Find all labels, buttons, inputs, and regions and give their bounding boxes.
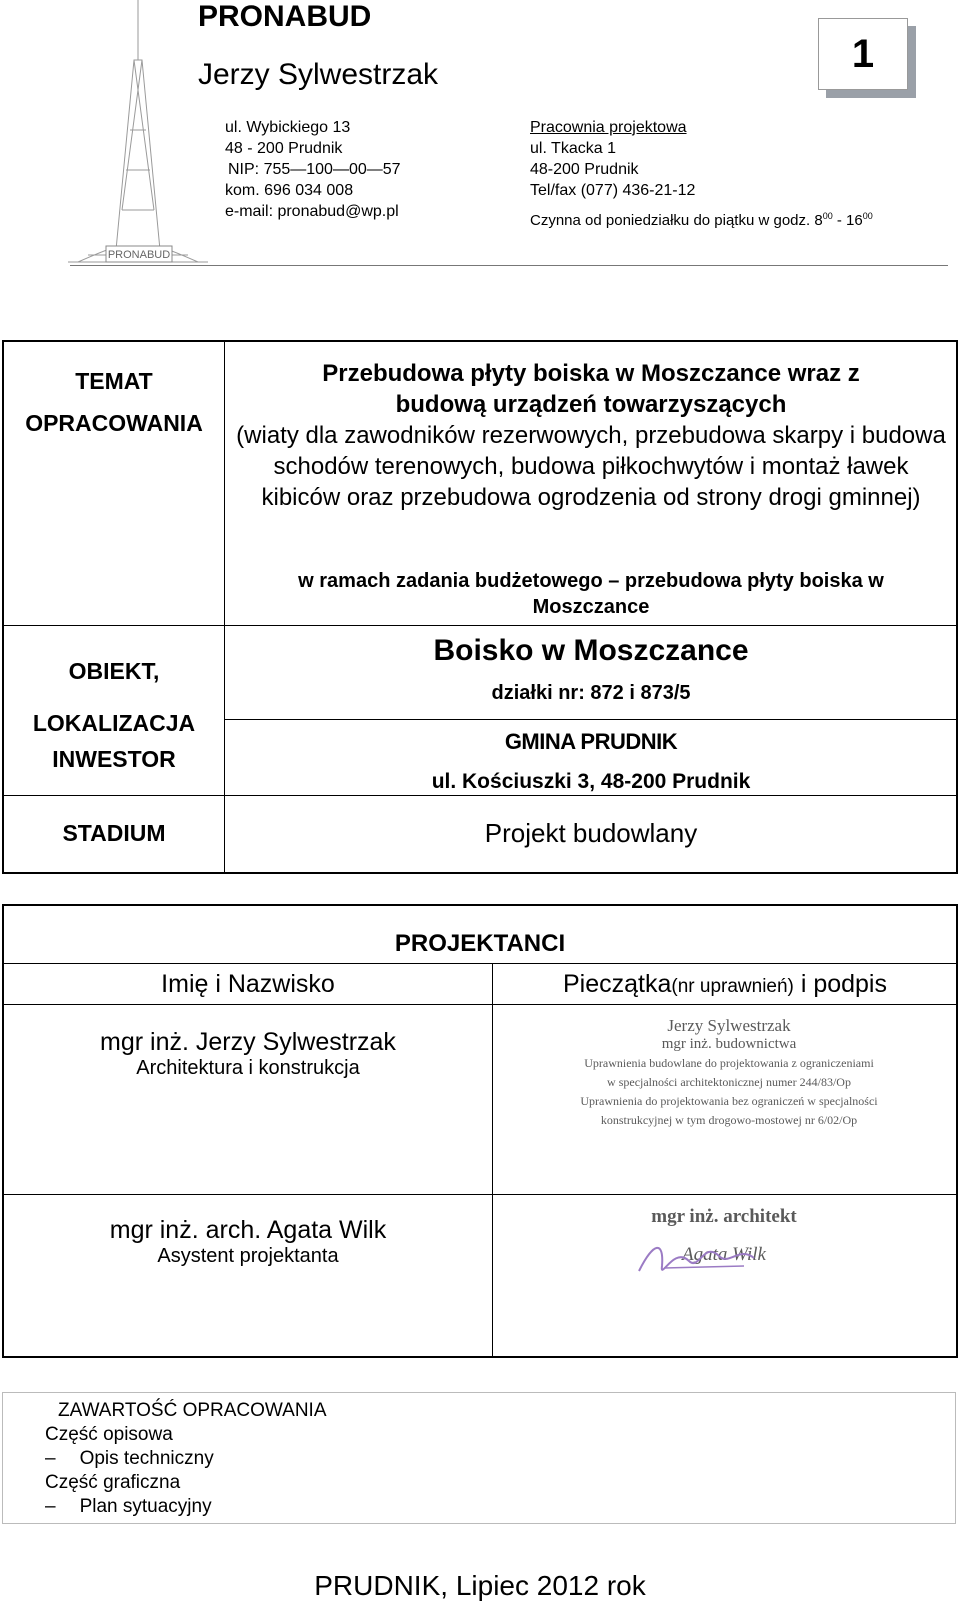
studio-hours (530, 211, 873, 229)
topic-title: Przebudowa płyty boiska w Moszczance wraz z budową urządzeń towarzyszących (322, 360, 860, 418)
investor-address: ul. Kościuszki 3, 48-200 Prudnik (431, 770, 751, 793)
address-city: 48 - 200 Prudnik (225, 140, 343, 157)
label-object-line2: LOKALIZACJA (32, 710, 196, 736)
contents-title: ZAWARTOŚĆ OPRACOWANIA (58, 1400, 327, 1421)
logo-text: PRONABUD (107, 249, 171, 261)
label-object-line1: OBIEKT, (68, 658, 160, 684)
designer-role: Architektura i konstrukcja (136, 1057, 360, 1079)
column-divider (492, 963, 493, 1356)
footer-date: PRUDNIK, Lipiec 2012 rok (314, 1570, 646, 1601)
stamp-line: w specjalności architektonicznej numer 244/83/Op (607, 1075, 851, 1089)
item-label: Plan sytuacyjny (79, 1496, 212, 1517)
investor-name: GMINA PRUDNIK (504, 729, 678, 754)
designer-name: mgr inż. Jerzy Sylwestrzak (100, 1028, 396, 1056)
contents-part-graphic: Część graficzna (45, 1472, 181, 1493)
row-divider (4, 963, 956, 964)
stamp-line: Uprawnienia do projektowania bez ograniczeń w specjalności (580, 1094, 878, 1108)
designer-name: mgr inż. arch. Agata Wilk (109, 1216, 387, 1244)
hours-text: Czynna od poniedziałku do piątku w godz. 8 (530, 212, 823, 229)
dash: – (45, 1496, 56, 1517)
page-number: 1 (818, 18, 908, 90)
studio-phone: Tel/fax (077) 436-21-12 (530, 182, 696, 199)
label-investor: INWESTOR (52, 746, 176, 772)
contents-item (45, 1495, 212, 1519)
label-topic (4, 360, 224, 444)
row-divider (224, 719, 956, 720)
column-header-name: Imię i Nazwisko (161, 970, 335, 998)
stamp-header-c: i podpis (793, 970, 887, 998)
label-topic-line2: OPRACOWANIA (25, 410, 203, 436)
designers-table (2, 904, 958, 1358)
studio-title: Pracownia projektowa (530, 119, 687, 136)
dash: – (45, 1448, 56, 1469)
contents-part-descriptive: Część opisowa (45, 1424, 173, 1445)
stamp-line: mgr inż. budownictwa (661, 1036, 797, 1052)
studio-info (530, 117, 695, 201)
hours-mid: - 16 (832, 212, 863, 229)
company-name: PRONABUD (198, 0, 372, 33)
designer-stamp (559, 1016, 899, 1130)
stamp-line: mgr inż. architekt (651, 1206, 797, 1227)
object-name: Boisko w Moszczance (433, 634, 749, 667)
stamp-header-a: Pieczątka (562, 970, 672, 998)
signature-icon (634, 1236, 774, 1286)
address-nip: NIP: 755—100—00—57 (228, 161, 401, 178)
studio-city: 48-200 Prudnik (530, 161, 639, 178)
row-divider (4, 625, 224, 626)
contents-box (2, 1392, 956, 1524)
stamp-line: Uprawnienia budowlane do projektowania z ograniczeniami (584, 1056, 874, 1070)
label-topic-line1: TEMAT (75, 368, 153, 394)
designer-1 (4, 1028, 492, 1080)
hours-sup-end: 00 (862, 211, 873, 221)
header-divider (70, 265, 948, 266)
contents-item (45, 1447, 214, 1471)
plot-numbers: działki nr: 872 i 873/5 (491, 682, 691, 704)
topic-cell (226, 358, 956, 513)
stamp-header-b: (nr uprawnień) (671, 976, 794, 997)
company-address (225, 117, 401, 222)
row-divider (4, 1194, 956, 1195)
owner-name: Jerzy Sylwestrzak (198, 58, 439, 91)
label-stage: STADIUM (62, 820, 166, 846)
task-text: w ramach zadania budżetowego – przebudowa płyty boiska w Moszczance (298, 570, 884, 618)
address-email: e-mail: pronabud@wp.pl (225, 203, 399, 220)
designer-role: Asystent projektanta (157, 1245, 339, 1267)
topic-description: (wiaty dla zawodników rezerwowych, przebudowa skarpy i budowa schodów terenowych, budowa piłkochwytów i montaż ławek kibiców oraz przebudowa ogrodzenia od strony drogi gminnej) (236, 422, 946, 511)
studio-street: ul. Tkacka 1 (530, 140, 616, 157)
address-street: ul. Wybickiego 13 (225, 119, 351, 136)
stamp-line: konstrukcyjnej w tym drogowo-mostowej nr 6/02/Op (600, 1113, 858, 1127)
row-divider (4, 1004, 956, 1005)
designer-2 (4, 1216, 492, 1268)
designers-title: PROJEKTANCI (394, 930, 566, 957)
stage-value: Projekt budowlany (484, 818, 698, 848)
row-divider (4, 795, 956, 796)
label-object (4, 645, 224, 749)
stamp-line: Agata Wilk (682, 1244, 766, 1265)
row-divider (224, 625, 956, 626)
tower-logo (68, 0, 208, 268)
project-table (2, 340, 958, 874)
table-column-divider (224, 342, 225, 872)
column-header-stamp (494, 970, 956, 999)
item-label: Opis techniczny (79, 1448, 214, 1469)
address-phone: kom. 696 034 008 (225, 182, 354, 199)
hours-sup-start: 00 (822, 211, 833, 221)
stamp-line: Jerzy Sylwestrzak (667, 1016, 791, 1035)
